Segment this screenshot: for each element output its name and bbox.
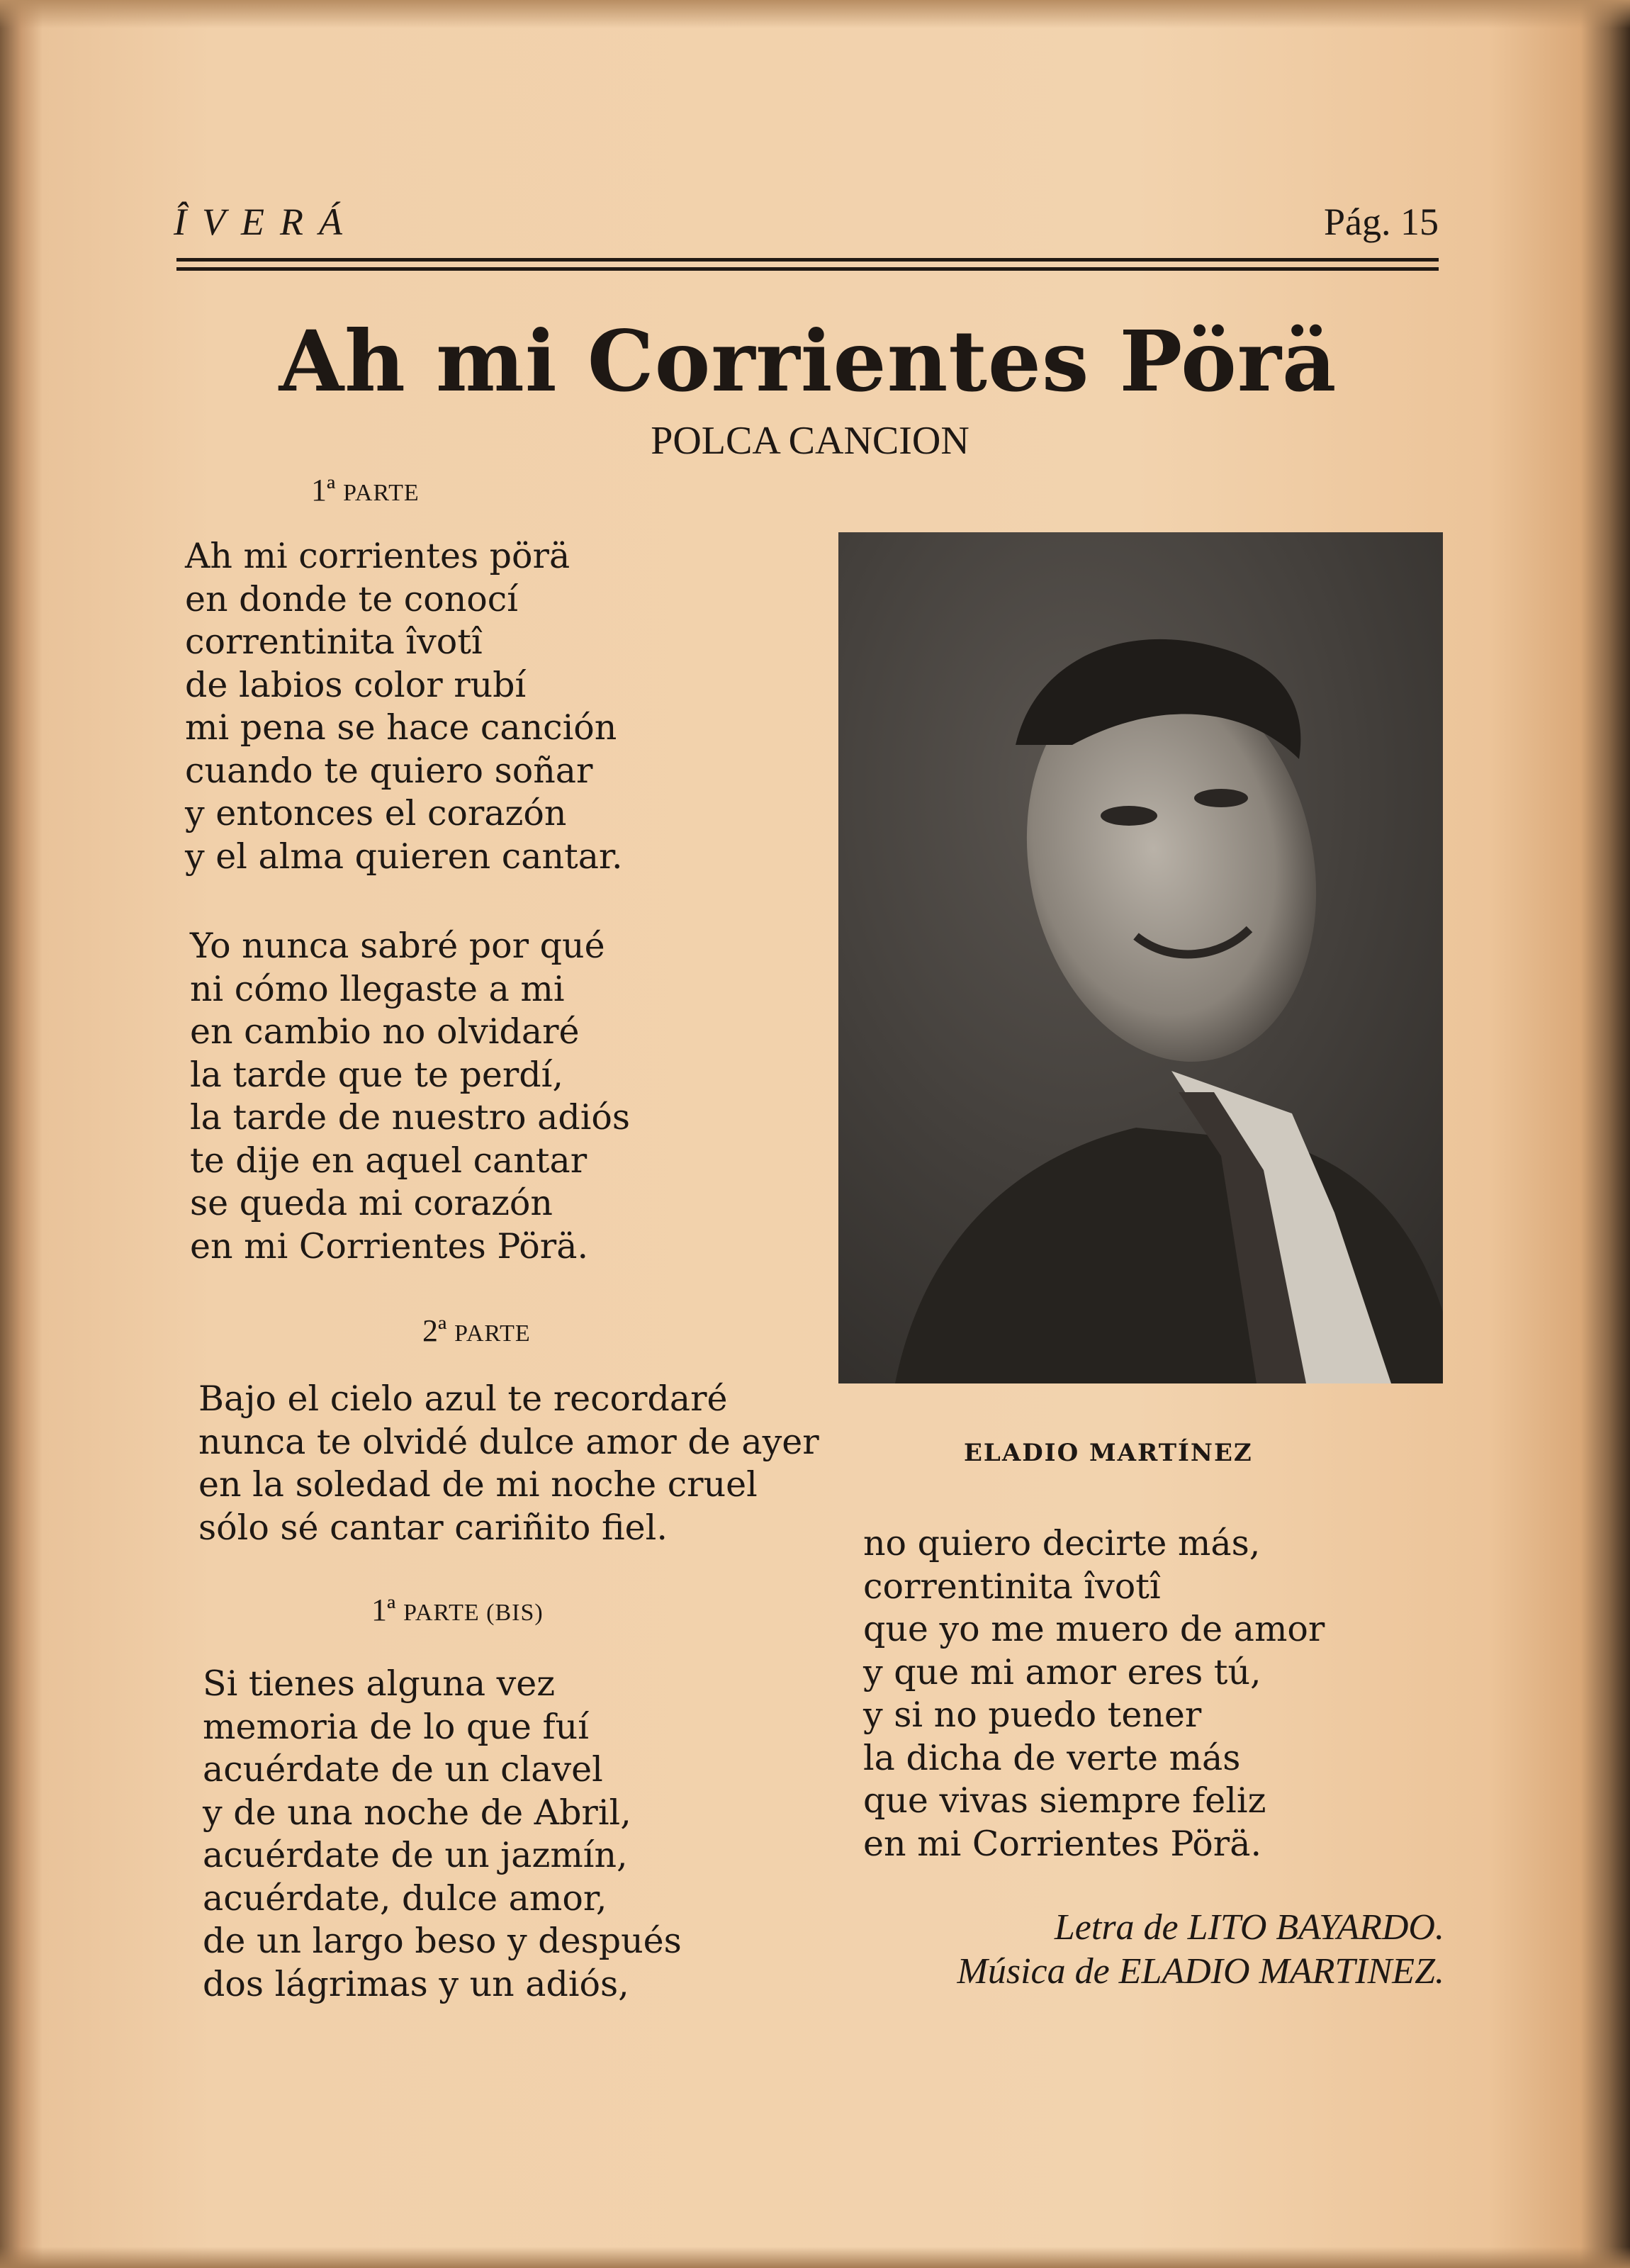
portrait-image — [838, 532, 1443, 1383]
verse-line: de un largo beso y después — [203, 1921, 682, 1961]
verse-line: acuérdate de un clavel — [203, 1749, 603, 1790]
stanza-2 — [190, 925, 630, 1268]
lyrics-credit: Letra de LITO BAYARDO. — [1054, 1907, 1444, 1948]
verse-line: en mi Corrientes Pörä. — [190, 1225, 589, 1267]
verse-line: acuérdate, dulce amor, — [203, 1877, 607, 1919]
header-rule — [176, 258, 1439, 262]
verse-line: y de una noche de Abril, — [203, 1792, 631, 1833]
verse-line: de labios color rubí — [185, 664, 527, 705]
verse-line: memoria de lo que fuí — [203, 1706, 589, 1747]
verse-line: Si tienes alguna vez — [203, 1663, 556, 1704]
verse-line: nunca te olvidé dulce amor de ayer — [198, 1421, 819, 1462]
section-label: PARTE — [454, 1320, 531, 1347]
verse-line: en donde te conocí — [185, 578, 518, 619]
verse-line: y entonces el corazón — [185, 793, 567, 833]
verse-line: te dije en aquel cantar — [190, 1140, 588, 1181]
magazine-name: ÎVERÁ — [174, 201, 358, 243]
verse-line: dos lágrimas y un adiós, — [203, 1963, 629, 2004]
stanza-5 — [863, 1522, 1325, 1865]
verse-line: Ah mi corrientes pörä — [185, 536, 570, 576]
verse-line: la tarde de nuestro adiós — [190, 1097, 631, 1138]
section-number: 2ª — [422, 1313, 447, 1348]
verse-line: la dicha de verte más — [863, 1737, 1241, 1778]
verse-line: y el alma quieren cantar. — [185, 836, 623, 877]
portrait-photo — [838, 532, 1443, 1383]
verse-line: se queda mi corazón — [190, 1183, 553, 1223]
music-credit: Música de ELADIO MARTINEZ. — [957, 1951, 1444, 1992]
verse-line: correntinita îvotî — [863, 1566, 1161, 1607]
verse-line: y que mi amor eres tú, — [863, 1651, 1261, 1692]
verse-line: y si no puedo tener — [863, 1695, 1202, 1735]
section-heading-part1-bis — [371, 1592, 544, 1628]
section-heading-part1 — [311, 472, 420, 508]
verse-line: cuando te quiero soñar — [185, 750, 593, 791]
verse-line: no quiero decirte más, — [863, 1523, 1261, 1564]
verse-line: mi pena se hace canción — [185, 707, 617, 748]
verse-line: la tarde que te perdí, — [190, 1054, 563, 1095]
section-label: PARTE (BIS) — [403, 1600, 544, 1626]
section-label: PARTE — [343, 480, 420, 506]
stanza-4 — [203, 1663, 682, 2006]
section-number: 1ª — [371, 1593, 396, 1627]
page-bottom-edge — [0, 2247, 1630, 2268]
verse-line: acuérdate de un jazmín, — [203, 1835, 628, 1875]
verse-line: sólo sé cantar cariñito fiel. — [198, 1507, 668, 1548]
header-rule — [176, 267, 1439, 271]
page-number: Pág. 15 — [1324, 201, 1439, 243]
section-heading-part2 — [422, 1313, 531, 1349]
song-title: Ah mi Corrientes Pörä — [279, 312, 1337, 410]
stanza-3 — [198, 1378, 819, 1549]
page-top-edge — [0, 0, 1630, 28]
verse-line: que vivas siempre feliz — [863, 1780, 1266, 1821]
stanza-1 — [185, 535, 623, 878]
verse-line: ni cómo llegaste a mi — [190, 968, 565, 1009]
verse-line: en la soledad de mi noche cruel — [198, 1464, 758, 1505]
verse-line: Bajo el cielo azul te recordaré — [198, 1379, 728, 1419]
verse-line: que yo me muero de amor — [863, 1609, 1325, 1649]
song-subtitle: POLCA CANCION — [651, 419, 969, 463]
section-number: 1ª — [311, 473, 336, 507]
verse-line: en cambio no olvidaré — [190, 1011, 580, 1052]
verse-line: Yo nunca sabré por qué — [190, 926, 605, 966]
verse-line: en mi Corrientes Pörä. — [863, 1823, 1262, 1864]
photo-caption: ELADIO MARTÍNEZ — [964, 1439, 1253, 1467]
verse-line: correntinita îvotî — [185, 622, 483, 662]
